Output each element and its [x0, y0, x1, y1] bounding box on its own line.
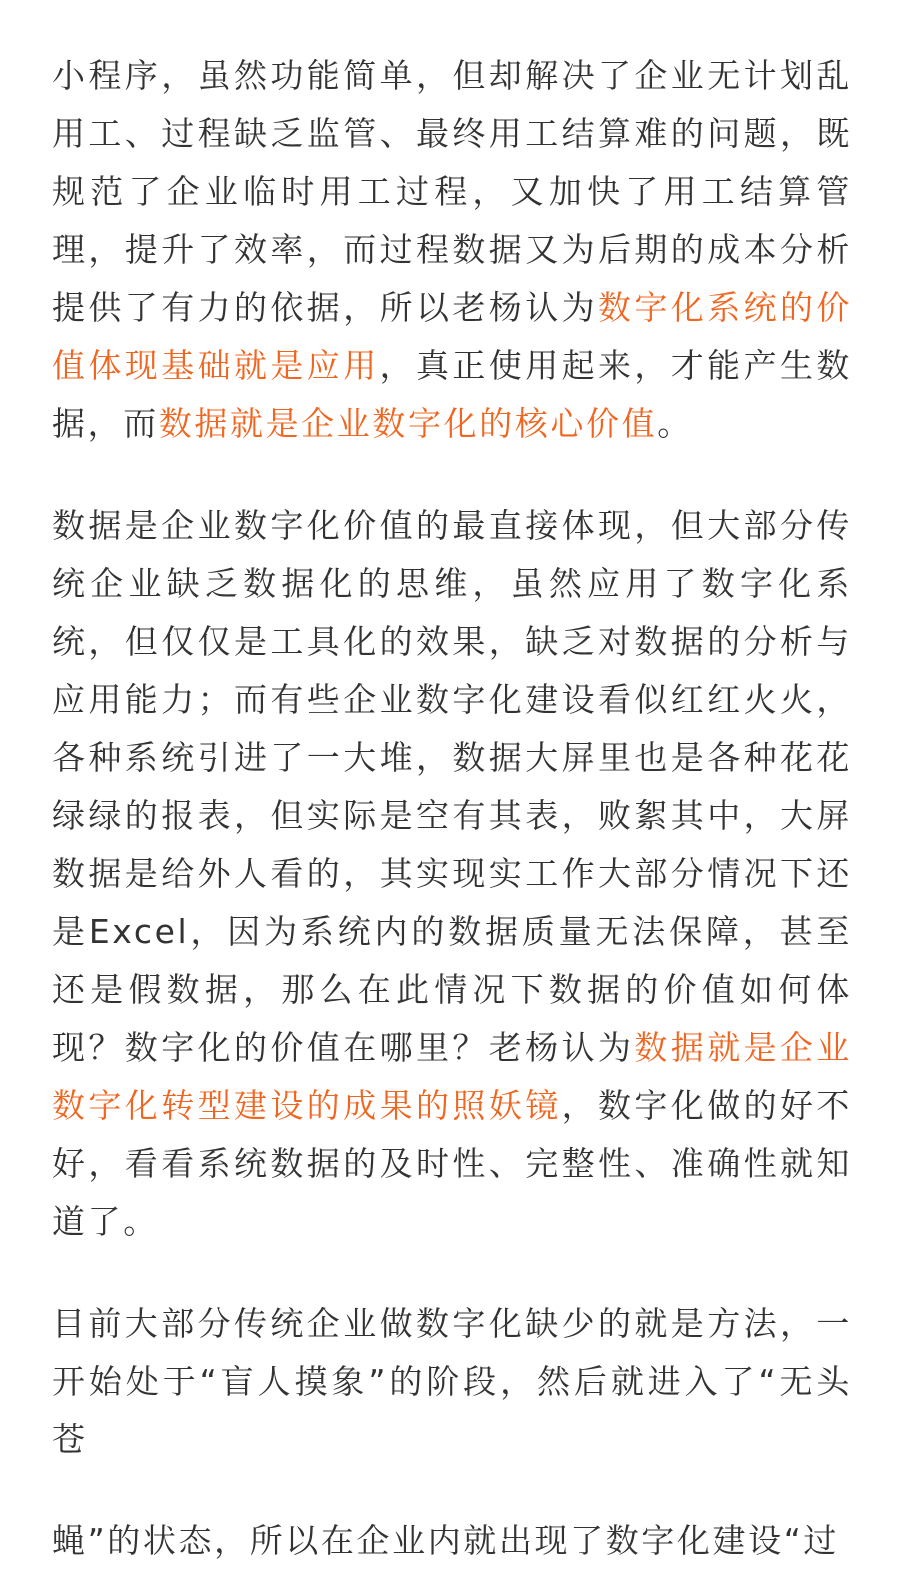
- text-segment: ，数字化做的好不好，看看系统数据的及时性、完整性、准确性就知道了。: [52, 1086, 852, 1241]
- text-segment: 数据是企业数字化价值的最直接体现，但大部分传统企业缺乏数据化的思维，虽然应用了数字化系统，但仅仅是工具化的效果，缺乏对数据的分析与应用能力；而有些企业数字化建设看似红红火火，各种系统引进了一大堆，数据大屏里也是各种花花绿绿的报表，但实际是空有其表，败絮其中，大屏数据是给外人看的，其实现实工作大部分情况下还是Excel，因为系统内的数据质量无法保障，甚至还是假数据，那么在此情况下数据的价值如何体现？数字化的价值在哪里？老杨认为: [52, 506, 852, 1067]
- text-segment: 蝇”的状态，所以在企业内就出现了数字化建设“过: [52, 1521, 839, 1560]
- highlight-segment: 数据就是企业数字化转型建设的成果的照妖镜: [52, 1028, 852, 1125]
- paragraph-continued: [52, 1512, 852, 1570]
- paragraph-methods: [52, 1295, 852, 1469]
- highlight-segment: 数据就是企业数字化的核心价值: [158, 404, 658, 443]
- highlight-segment: 数字化系统的价值体现基础就是应用: [52, 288, 852, 385]
- paragraph-data-value: [52, 497, 852, 1251]
- text-segment: 。: [657, 404, 693, 443]
- paragraph-digital-value-application: [52, 47, 852, 453]
- text-segment: 小程序，虽然功能简单，但却解决了企业无计划乱用工、过程缺乏监管、最终用工结算难的问题，既规范了企业临时用工过程，又加快了用工结算管理，提升了效率，而过程数据又为后期的成本分析提供了有力的依据，所以老杨认为: [52, 56, 852, 327]
- text-segment: 目前大部分传统企业做数字化缺少的就是方法，一开始处于“盲人摸象”的阶段，然后就进入了“无头苍: [52, 1304, 852, 1459]
- text-segment: ，真正使用起来，才能产生数据，而: [52, 346, 852, 443]
- article-body: [52, 47, 852, 1570]
